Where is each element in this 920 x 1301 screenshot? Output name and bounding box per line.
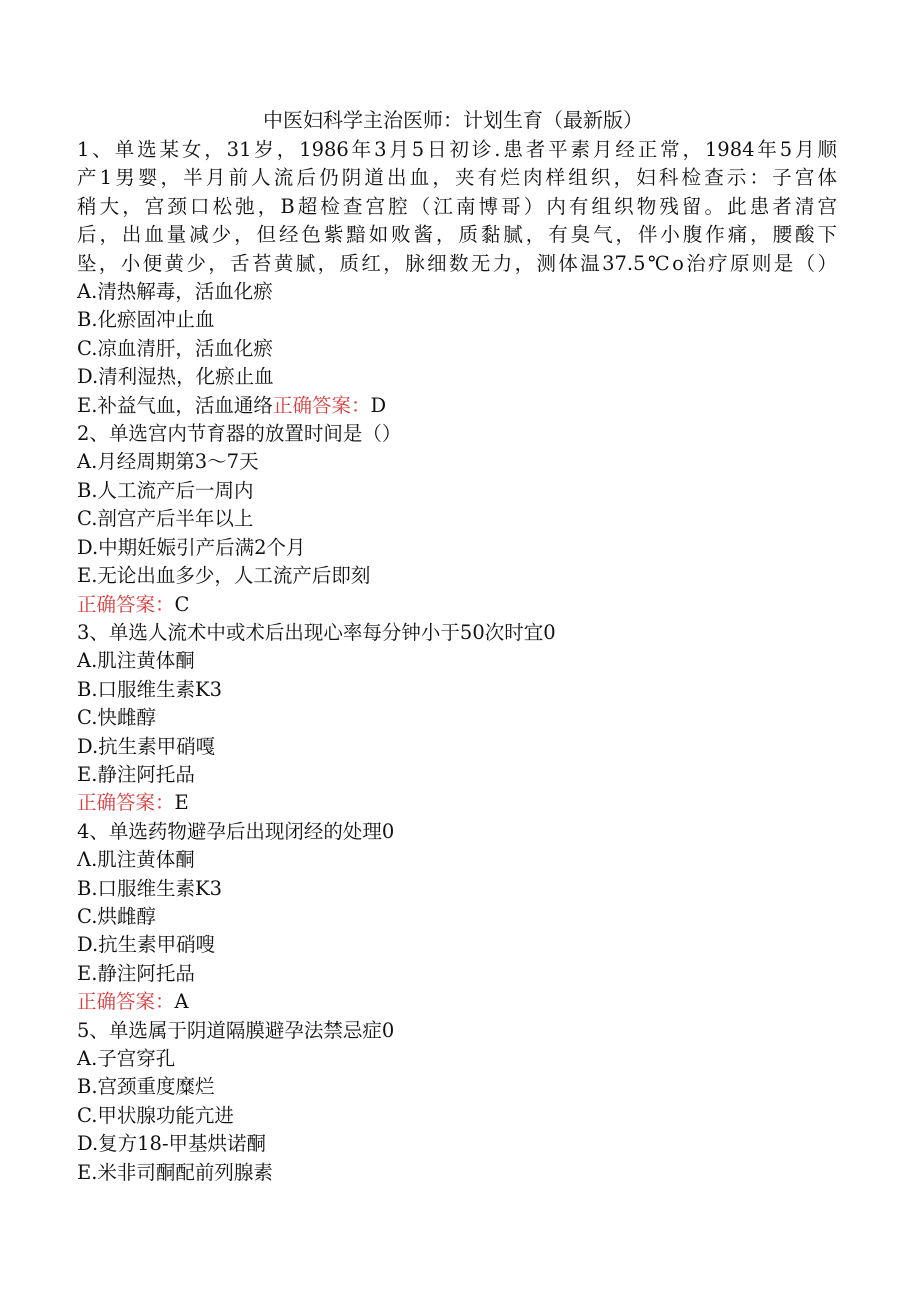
question-2-option-a: A.月经周期第3～7天 (77, 450, 259, 474)
question-3-option-e: E.静注阿托品 (77, 762, 195, 786)
question-2-answer-row (77, 591, 837, 619)
question-4-option-a: Λ.肌注黄体酮 (77, 848, 195, 872)
question-2 (77, 420, 837, 619)
question-1-option-e-row (77, 392, 837, 420)
question-3-option-a: A.肌注黄体酮 (77, 649, 195, 673)
question-2-option-e: E.无论出血多少，人工流产后即刻 (77, 564, 371, 588)
question-1-stem-line-1: 1、单选某女，31岁，1986年3月5日初诊.患者平素月经正常，1984年5月顺 (77, 138, 837, 161)
question-2-stem: 2、单选宫内节育器的放置时间是（） (77, 422, 402, 446)
question-3-option-d: D.抗生素甲硝嘎 (77, 734, 216, 758)
question-4-option-b: B.口服维生素K3 (77, 876, 223, 900)
question-4-option-c: C.烘雌醇 (77, 904, 156, 928)
question-1-stem-line-3: 稍大，宫颈口松弛，B超检查宫腔（江南博哥）内有组织物残留。此患者清宫 (77, 194, 837, 218)
question-5-option-e: E.米非司酮配前列腺素 (77, 1160, 273, 1184)
question-1-stem-line-2: 产1男婴，半月前人流后仍阴道出血，夹有烂肉样组织，妇科检查示：子宫体 (77, 166, 837, 190)
question-4-option-d: D.抗生素甲硝嗖 (77, 933, 216, 957)
question-3-answer: E (174, 791, 189, 815)
question-3-option-c: C.快雌醇 (77, 706, 156, 730)
question-4-stem: 4、单选药物避孕后出现闭经的处理0 (77, 819, 395, 843)
question-3 (77, 619, 837, 818)
question-4 (77, 818, 837, 1017)
question-2-option-c: C.剖宫产后半年以上 (77, 507, 254, 531)
question-2-option-b: B.人工流产后一周内 (77, 478, 254, 502)
question-5-option-c: C.甲状腺功能亢进 (77, 1103, 234, 1127)
question-1-option-d: D.清利湿热，化瘀止血 (77, 365, 274, 389)
question-2-option-d: D.中期妊娠引产后满2个月 (77, 535, 306, 559)
question-2-answer: C (174, 592, 190, 616)
question-4-answer-row (77, 988, 837, 1016)
question-1-option-c: C.凉血清肝，活血化瘀 (77, 336, 273, 360)
question-1-stem-line-4: 后，出血量减少，但经色紫黯如败酱，质黏腻，有臭气，伴小腹作痛，腰酸下 (77, 223, 837, 247)
question-5 (77, 1017, 837, 1187)
question-3-answer-label: 正确答案： (77, 791, 175, 815)
question-1-stem-line-5: 坠，小便黄少，舌苔黄腻，质红，脉细数无力，测体温37.5℃o治疗原则是（） (77, 251, 837, 275)
question-5-option-a: A.子宫穿孔 (77, 1047, 176, 1070)
question-5-stem: 5、单选属于阴道隔膜避孕法禁忌症0 (77, 1018, 395, 1042)
question-3-stem: 3、单选人流术中或术后出现心率每分钟小于50次时宜0 (77, 620, 556, 644)
question-4-option-e: E.静注阿托品 (77, 961, 195, 985)
question-1 (77, 136, 837, 420)
question-5-option-b: B.宫颈重度糜烂 (77, 1075, 215, 1099)
question-5-option-d: D.复方18-甲基烘诺酮 (77, 1132, 267, 1156)
question-3-answer-row (77, 789, 837, 817)
question-1-option-e: E.补益气血，活血通络 (77, 393, 273, 417)
question-4-answer-label: 正确答案： (77, 990, 175, 1014)
question-2-answer-label: 正确答案： (77, 592, 175, 616)
question-4-answer: A (174, 990, 189, 1014)
document-body (77, 136, 837, 1187)
question-1-answer: D (370, 393, 387, 417)
question-3-option-b: B.口服维生素K3 (77, 677, 223, 701)
question-1-option-a: A.清热解毒，活血化瘀 (77, 280, 273, 304)
document-title: 中医妇科学主治医师：计划生育（最新版） (263, 108, 643, 132)
question-1-option-b: B.化瘀固冲止血 (77, 308, 215, 332)
question-1-answer-label: 正确答案： (272, 393, 371, 417)
